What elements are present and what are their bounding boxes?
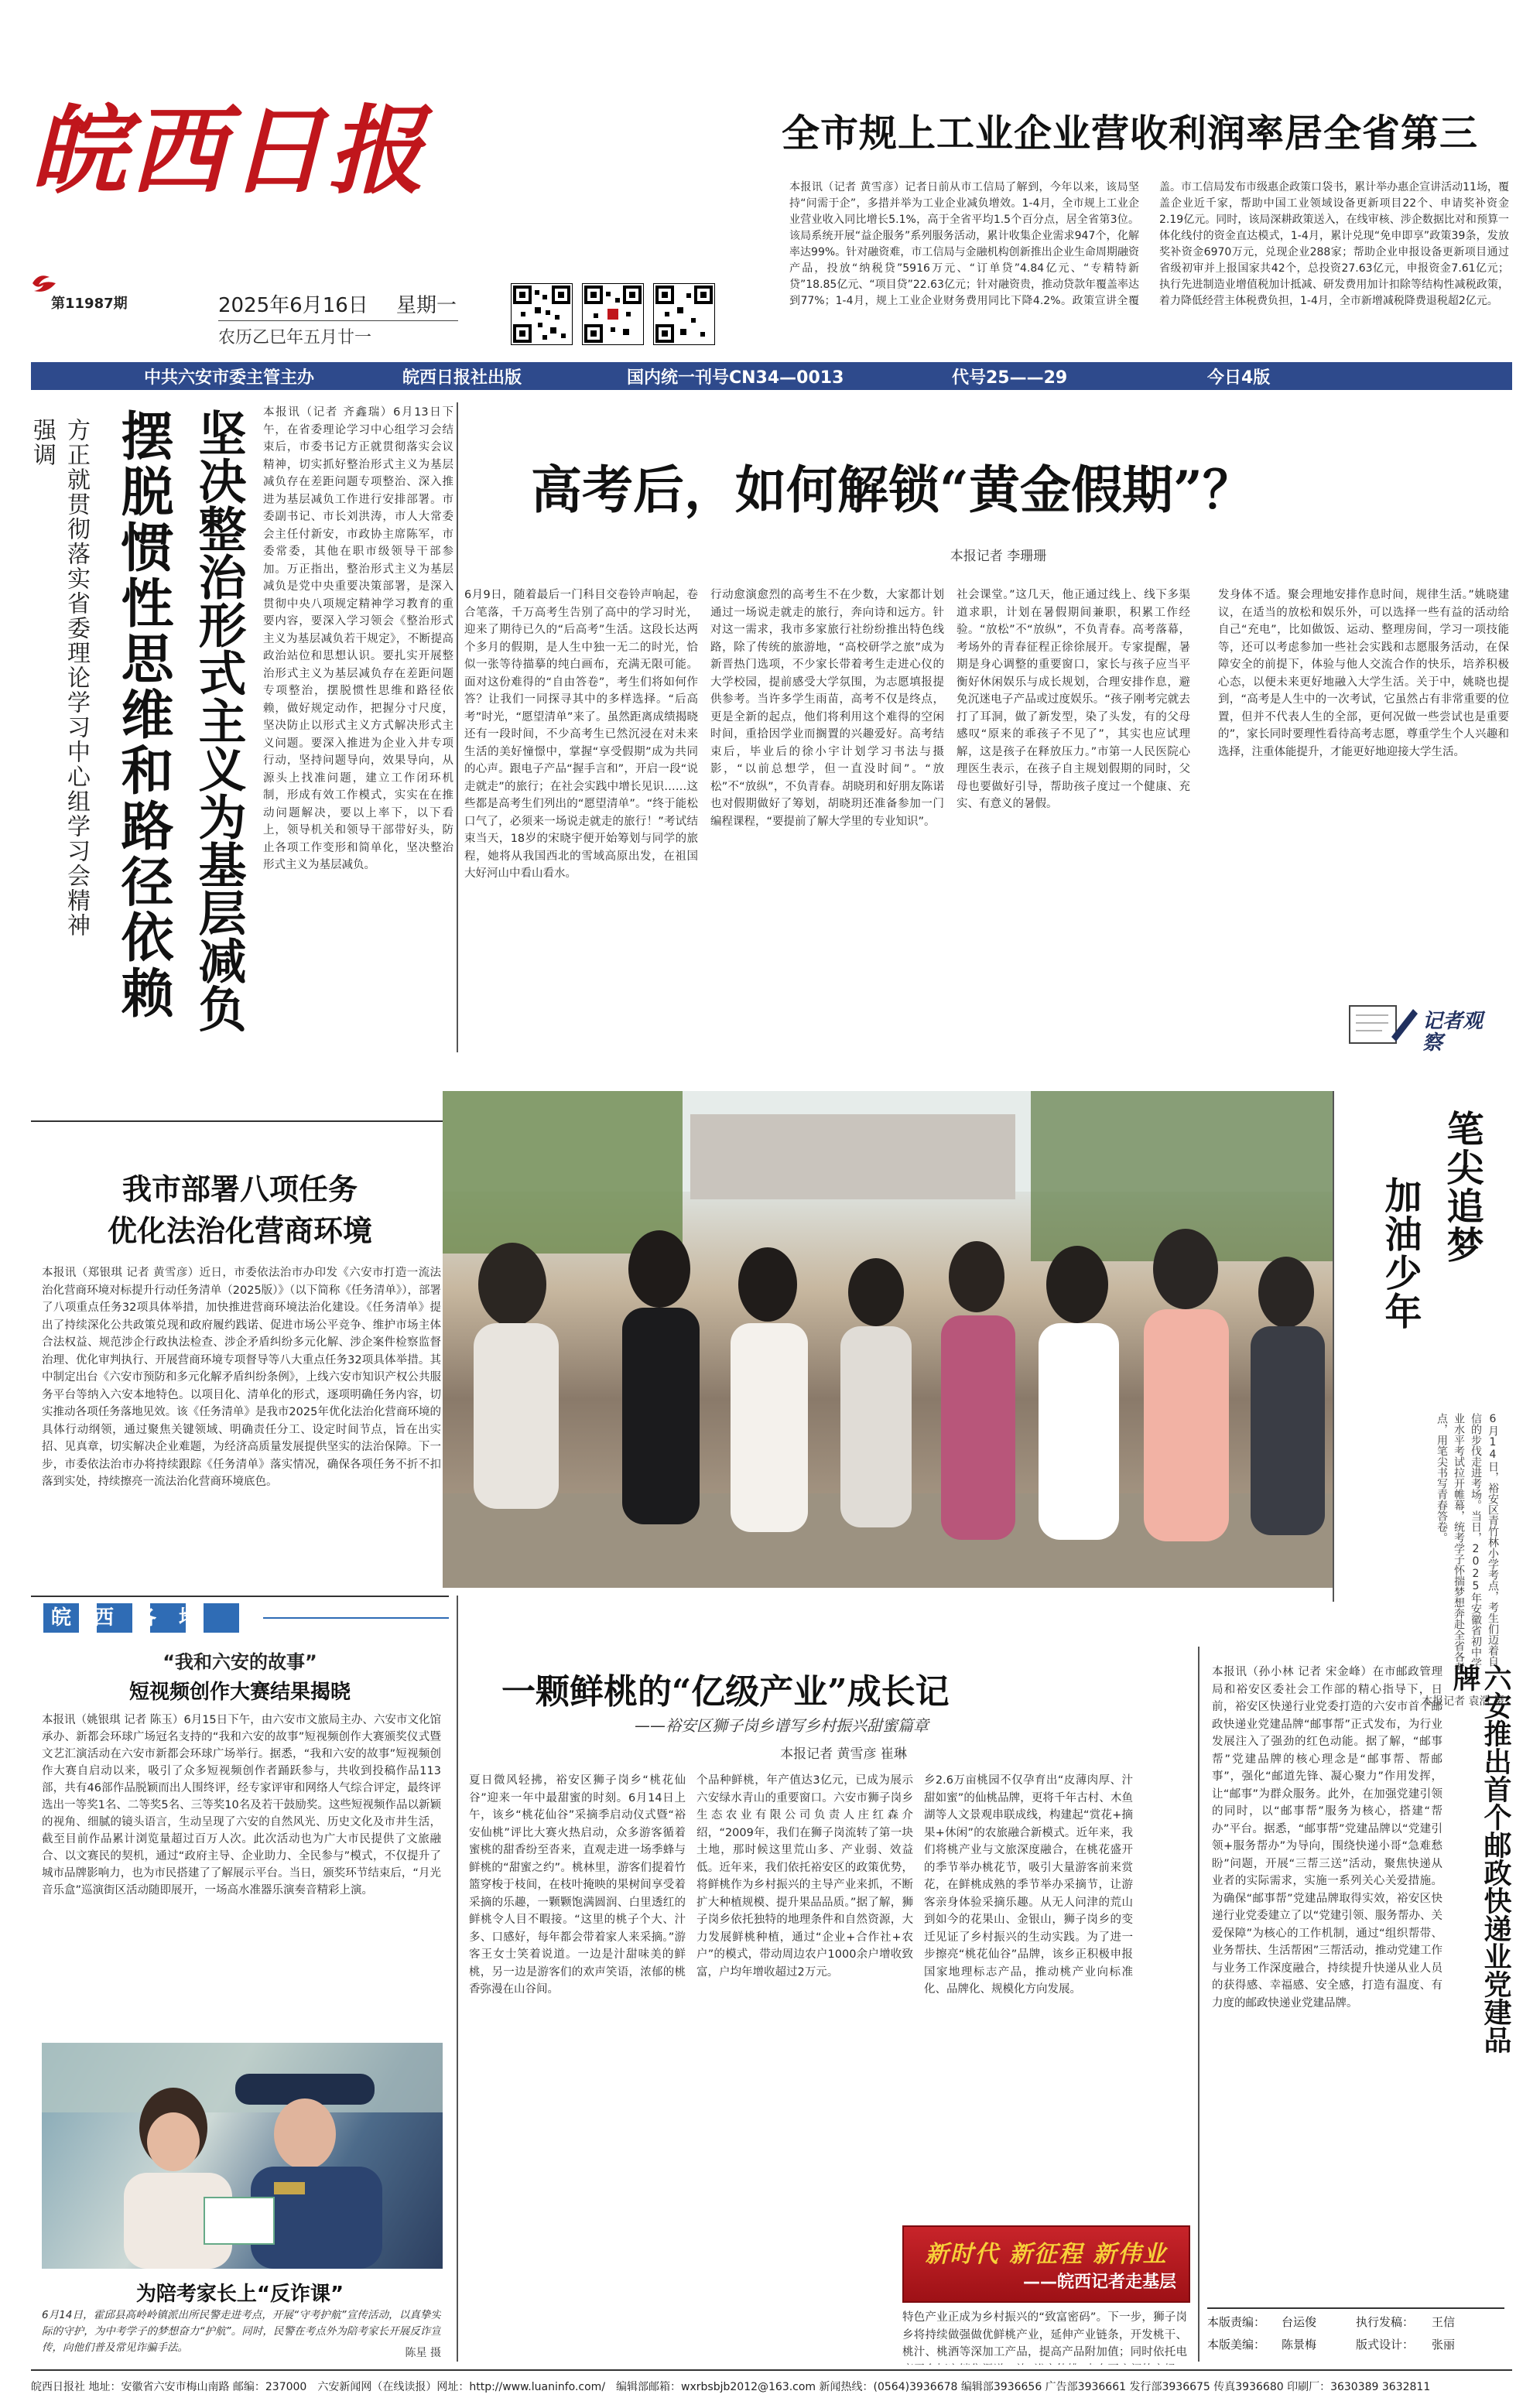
postal-body: 本报讯（孙小林 记者 宋金峰）在市邮政管理局和裕安区委社会工作部的精心指导下，日前，裕安区快递行业党委打造的六安市首个邮政快递业党建品牌“邮事帮”正式发布，为行业发展注入了强劲的红色动能。据了解，“邮事帮”党建品牌的核心理念是“邮事帮、帮邮事”，强化“邮道先锋、凝心聚力”作用发挥，让“邮事”为群众服务。此外，在加强党建引领的同时，以“邮事帮”服务为核心，搭建“帮办”平台。据悉，“邮事帮”党建品牌以“党建引领+服务帮办”为导向，围绕快递小哥“急难愁盼”问题，开展“三帮三送”活动，聚焦快递从业者的实际需求，实施一系列关心关爱措施。为确保“邮事帮”党建品牌取得实效，裕安区快递行业党委建立了以“党建引领、服务帮办、关爱保障”为核心的工作机制，通过“组织帮带、业务帮扶、生活帮困”三帮活动，推动党建工作与业务工作深度融合，持续提升快递从业人员的获得感、幸福感、安全感，打造有温度、有力度的邮政快递业党建品牌。	[1212, 1666, 1442, 2010]
qr-code-right	[653, 283, 715, 345]
photo-essay-title-line1: 笔尖追梦	[1440, 1110, 1484, 1264]
local-story2-title: 为陪考家长上“反诈课”	[135, 2283, 344, 2306]
lead-kicker: 方正就贯彻落实省委理论学习中心组学习会精神强调	[29, 418, 90, 938]
photo-essay-credit: 本报记者 袁浩 摄	[1422, 1695, 1504, 1708]
issue-number: 第11987期	[51, 296, 128, 312]
divider	[457, 402, 458, 1052]
editor-label: 本版责编：	[1207, 2315, 1266, 2329]
editor-name: 张丽	[1432, 2338, 1456, 2352]
postal-title: 六安推出首个邮政快递业党建品牌	[1449, 1664, 1511, 2054]
lead-title-line1: 坚决整治形式主义为基层减负	[190, 409, 247, 1032]
feature-title: 高考后，如何解锁“黄金假期”？	[531, 460, 1254, 520]
photo-essay-caption: 6月14日，裕安区青竹林小学考点，考生们迈着自信的步伐走进考场。当日，2025年安徽省初中学业水平考试拉开帷幕，统考学子怀揣梦想奔赴全省各考点，用笔尖书写青春答卷。	[1436, 1413, 1499, 1673]
police-photo	[42, 2043, 443, 2269]
banner-code: 代号25——29	[952, 368, 1068, 388]
peach-title: 一颗鲜桃的“亿级产业”成长记	[501, 1672, 950, 1712]
issue-date: 2025年6月16日	[218, 294, 368, 317]
editor-label: 执行发稿：	[1356, 2315, 1415, 2329]
feature-byline: 本报记者 李珊珊	[950, 549, 1047, 564]
divider	[1333, 1091, 1334, 1602]
divider	[457, 1596, 458, 2362]
local-story1-title: 短视频创作大赛结果揭晓	[128, 1681, 351, 1704]
banner-bar	[31, 362, 1512, 390]
feature-col1: 6月9日，随着最后一门科目交卷铃声响起，卷合笔落，千万高考生告别了高中的学习时光，迎来了期待已久的“后高考”生活。这段长达两个多月的假期，是人生中独一无二的时光，恰似一张等待描摹的纯白画布，充满无限可能。面对这份难得的“自由答卷”，考生们将如何作答？让我们一同探寻其中的多样选择。“后高考”时光，“愿望清单”来了。虽然距离成绩揭晓还有一段时间，不少高考生已然沉浸在对未来生活的美好憧憬中，掌握“享受假期”成为共同的心声。跟电子产品“握手言和”，开启一段“说走就走”的旅行；在社会实践中增长见识……这些都是高考生们列出的“愿望清单”。“终于能松口气了，必须来一场说走就走的旅行！”考试结束当天，18岁的宋晓宇便开始筹划与同学的旅程，她将从我国西北的雪域高原出发，在祖国大好河山中看山看水。	[464, 589, 698, 880]
peach-col3: 乡2.6万亩桃园不仅孕育出“皮薄肉厚、汁甜如蜜”的仙桃品牌，更将千年古村、木鱼湖等人文景观串联成线，构建起“赏花+摘果+休闲”的农旅融合新模式。近年来，我们将桃产业与文旅深度融合，在桃花盛开的季节举办桃花节，吸引大量游客前来赏花，在鲜桃成熟的季节举办采摘节，让游客亲身体验采摘乐趣。从无人问津的荒山到如今的花果山、金银山，狮子岗乡的变迁见证了乡村振兴的生动实践。为了进一步擦亮“桃花仙谷”品牌，该乡正积极申报国家地理标志产品，推动桃产业向标准化、品牌化、规模化方向发展。	[924, 1774, 1133, 1996]
business-title-line1: 我市部署八项任务	[121, 1172, 358, 1206]
peach-byline: 本报记者 黄雪彦 崔琳	[780, 1746, 907, 1762]
students-photo	[443, 1091, 1333, 1588]
divider	[31, 2369, 1512, 2371]
local-story2-body: 6月14日，霍邱县高岭岭镇派出所民警走进考点，开展“守考护航”宣传活动，以真挚实际的守护，为中考学子的梦想奋力“护航”。同时，民警在考点外为陪考家长开展反诈宣传，向他们普及常见诈骗手法。	[42, 2309, 441, 2354]
business-body: 本报讯（郑银琪 记者 黄雪彦）近日，市委依法治市办印发《六安市打造一流法治化营商环境对标提升行动任务清单（2025版）》（以下简称《任务清单》），部署了八项重点任务32项具体举措，加快推进营商环境法治化建设。《任务清单》提出了持续深化公共政策兑现和政府履约践诺、促进市场公平竞争、维护市场主体合法权益、规范涉企行政执法检查、涉企矛盾纠纷多元化解、涉企案件检察监督治理、优化审判执行、开展营商环境专项督导等八大重点任务32项具体举措。其中制定出台《六安市预防和多元化解矛盾纠纷条例》，上线六安市知识产权公共服务平台等纳入六安本地特色。以项目化、清单化的形式，逐项明确任务内容，切实推动各项任务落地见效。该《任务清单》是我市2025年优化法治化营商环境的具体行动纲领，通过聚焦关键领域、明确责任分工、设定时间节点，旨在出实招、见真章，切实解决企业难题，为经济高质量发展提供坚实的法治保障。下一步，市委依法治市办将持续跟踪《任务清单》落实情况，确保各项任务不折不扣落到实处，持续擦亮一流法治化营商环境底色。	[42, 1267, 441, 1488]
lunar-date: 农历乙巳年五月廿一	[218, 320, 458, 348]
banner-sponsor: 中共六安市委主管主办	[144, 368, 315, 388]
feature-tag: 记者观察	[1422, 1010, 1484, 1055]
peach-subtitle: ——裕安区狮子岗乡谱写乡村振兴甜蜜篇章	[635, 1716, 929, 1735]
local-section-rule	[263, 1617, 449, 1619]
editor-box	[1207, 2307, 1504, 2360]
local-section-label-text: 皖西各地	[43, 1603, 257, 1633]
qr-code-center	[582, 283, 644, 345]
top-headline: 全市规上工业企业营收利润率居全省第三	[782, 111, 1479, 156]
local-story2-credit: 陈星 摄	[405, 2347, 441, 2359]
divider	[1198, 1647, 1199, 2362]
banner-publisher: 皖西日报社出版	[402, 368, 522, 388]
editor-name: 台运俊	[1282, 2315, 1317, 2329]
logo-mark	[31, 272, 57, 294]
divider	[31, 1596, 449, 1597]
new-era-sub: ——皖西记者走基层	[1022, 2273, 1176, 2292]
feature-col2: 行动愈演愈烈的高考生不在少数，大家都计划通过一场说走就走的旅行，奔向诗和远方。针对这一需求，我市多家旅行社纷纷推出特色线路，除了传统的旅游地，“高校研学之旅”成为新晋热门选项，不少家长带着考生走进心仪的大学校园，提前感受大学氛围，为志愿填报提供参考。当许多学生雨苗，高考不仅是终点，更是全新的起点，他们将利用这个难得的空闲时间，重拾因学业而搁置的兴趣爱好。高考结束后，毕业后的徐小宇计划学习书法与摄影，“以前总想学，但一直没时间”。“放松”不“放纵”，不负青春。胡晓玥和好朋友陈诺也对假期做好了筹划，胡晓玥还准备参加一门编程课程，“要提前了解大学里的专业知识”。	[710, 589, 944, 828]
editor-label: 本版美编：	[1207, 2338, 1266, 2352]
banner-pages: 今日4版	[1207, 368, 1271, 388]
editor-name: 王信	[1432, 2315, 1456, 2329]
peach-col4: 特色产业正成为乡村振兴的“致富密码”。下一步，狮子岗乡将持续做强做优鲜桃产业，延伸产业链条，开发桃干、桃汁、桃酒等深加工产品，提高产品附加值；同时依托电	[902, 2311, 1187, 2358]
banner-cn: 国内统一刊号CN34—0013	[627, 368, 844, 388]
local-story1-kicker: “我和六安的故事”	[163, 1651, 317, 1673]
pen-icon	[1345, 998, 1419, 1049]
top-headline-body: 本报讯（记者 黄雪彦）记者日前从市工信局了解到，今年以来，该局坚持“问需于企”，多措并举为工业企业减负增效。1-4月，全市规上工业企业营业收入同比增长5.1%，高于全省平均1.5个百分点，居全省第3位。该局系统开展“益企服务”系列服务活动，累计收集企业需求947个，化解率达99%。针对融资难，市工信局与金融机构创新推出企业生命周期融资产品，投放“纳税贷”5916万元、“订单贷”4.84亿元、“专精特新贷”18.85亿元、“项目贷”22.63亿元；针对融资贵，推动贷款年覆盖率达到77%；1-4月，规上工业企业财务费用同比下降4.2%。政策宣讲全覆盖。市工信局发布市级惠企政策口袋书，累计举办惠企宣讲活动11场，覆盖企业近千家，帮助中国工业领域设备更新项目22个、申请奖补资金2.19亿元。同时，该局深耕政策送入，在线审核、涉企数据比对和预算一体化线付的资金直达模式，1-4月，累计兑现“免申即享”政策39条，发放奖补资金6970万元，兑现企业288家；帮助企业申报设备更新项目通过省级初审并上报国家共42个，总投资27.63亿元，申报资金7.61亿元；执行先进制造业增值税加计抵减、研发费用加计扣除等结构性减税政策，着力降低经营主体税费负担，1-4月，全市新增减税降费退税超2亿元。	[789, 181, 1509, 307]
lead-title-line2: 摆脱惯性思维和路径依赖	[112, 409, 173, 1021]
footer-text: 皖西日报社 地址：安徽省六安市梅山南路 邮编：237000 六安新闻网（在线读报）网址：http://www.luaninfo.com/ 编辑部邮箱：wxrbsbjb2012@163.com 新闻热线：(0564)3936678 编辑部3936656 广告部3936661 发行部3936675 传真3936680 印刷厂：3630389 3632811	[31, 2381, 1431, 2393]
photo-essay-title-line2: 加油少年	[1378, 1176, 1422, 1331]
editor-label: 版式设计：	[1356, 2338, 1415, 2352]
feature-col4: 发身体不适。聚会理地安排作息时间，规律生活。”姚晓建议，在适当的放松和娱乐外，可以选择一些有益的活动给自己“充电”，比如做饭、运动、整理房间，学习一项技能等，还可以考虑参加一些社会实践和志愿服务活动，在保障安全的前提下，体验与他人交流合作的快乐，培养积极心态，以便未来更好地融入大学生活。关于中，姚晓也提到，“高考是人生中的一次考试，它虽然占有非常重要的位置，但并不代表人生的全部，更何况做一些尝试也是重要的”，家长同时要理性看待高考志愿，尊重学生个人兴趣和选择，注重体能提升，才能更好地迎接大学生活。	[1218, 589, 1509, 758]
masthead-title: 皖西日报	[31, 95, 428, 207]
qr-code-left	[511, 283, 573, 345]
new-era-line: 新时代 新征程 新伟业	[925, 2241, 1168, 2268]
peach-col1: 夏日微风轻拂，裕安区狮子岗乡“桃花仙谷”迎来一年中最甜蜜的时刻。6月14日上午，该乡“桃花仙谷”采摘季启动仪式暨“裕安仙桃”评比大赛火热启动，众多游客循着蜜桃的甜香纷至沓来，直观走进一场季蜂与鲜桃的“甜蜜之约”。桃林里，游客们提着竹篮穿梭于枝间，在枝叶掩映的果树间享受着采摘的乐趣，一颗颗饱满圆润、白里透红的鲜桃令人目不暇接。“这里的桃子个大、汁多、口感好，每年都会带着家人来采摘。”游客王女士笑着说道。一边是汁甜味美的鲜桃，另一边是游客们的欢声笑语，浓郁的桃香弥漫在山谷间。	[469, 1774, 686, 1996]
local-story1-body: 本报讯（姚银琪 记者 陈玉）6月15日下午，由六安市文旅局主办、六安市文化馆承办、新都会环球广场冠名支持的“我和六安的故事”短视频创作大赛颁奖仪式暨文艺汇演活动在六安市新都会环球广场举行。据悉，“我和六安的故事”短视频创作大赛自启动以来，吸引了众多短视频创作者踊跃参与，共收到投稿作品113部，共有46部作品脱颖而出人围终评，经专家评审和网络人气综合评定，最终评选出一等奖1名、二等奖5名、三等奖10名及若干鼓励奖。这些短视频作品以新颖的视角、细腻的镜头语言，生动呈现了六安的自然风光、历史文化及市井生活，截至目前作品累计浏览量超过百万人次。此次活动也为广大市民提供了文旅融合、以文赛民的契机，通过“政府主导、企业助力、全民参与”模式，不仅提升了城市品牌影响力，也为市民搭建了了解展示平台。当日，颁奖环节结束后，“月光音乐盒”巡演街区活动随即展开，一场高水准器乐演奏音精彩上演。	[42, 1714, 441, 1897]
lead-body: 本报讯（记者 齐鑫瑞）6月13日下午，在省委理论学习中心组学习会结束后，市委书记方正就贯彻落实会议精神，切实抓好整治形式主义为基层减负存在差距问题专项整治、深入推进为基层减负工作进行安排部署。市委副书记、市长刘洪涛，市人大常委会主任付新安，市政协主席陈军，市委常委，其他在职市级领导干部参加。万正指出，整治形式主义为基层减负是党中央重要决策部署，是深入贯彻中央八项规定精神学习教育的重要内容，要深入学习领会《整治形式主义为基层减负若干规定》，不断提高政治站位和思想认识。要扎实开展整治形式主义为基层减负存在差距问题专项整治，摆脱惯性思维和路径依赖，做好规定动作，把握分寸尺度，坚决防止以形式主义方式解决形式主义问题。要深入推进为企业入井专项行动，坚持问题导向，效果导向，从源头上找准问题，建立工作闭环机制，形成有效工作模式，实实在在推动问题解决，要以上率下，以下看上，领导机关和领导干部带好头，防止各项工作变形和简单化，坚决整治形式主义为基层减负。	[263, 406, 453, 871]
divider	[31, 1120, 449, 1122]
peach-col2: 个品种鲜桃，年产值达3亿元，已成为展示六安绿水青山的重要窗口。六安市狮子岗乡生态农业有限公司负责人庄红森介绍，“2009年，我们在狮子岗流转了第一块土地，那时候这里荒山多、产业弱、效益低。近年来，我们依托裕安区的政策优势，将鲜桃作为乡村振兴的主导产业来抓，不断扩大种植规模、提升果品品质。”据了解，狮子岗乡依托独特的地理条件和自然资源，大力发展鲜桃种植，通过“企业+合作社+农户”的模式，带动周边农户1000余户增收致富，户均年增收超过2万元。	[696, 1774, 913, 1979]
issue-weekday: 星期一	[396, 294, 457, 317]
editor-name: 陈景梅	[1282, 2338, 1317, 2352]
business-title-line2: 优化法治化营商环境	[107, 1214, 372, 1248]
feature-col3: 社会课堂。”这几天，他正通过线上、线下多渠道求职，计划在暑假期间兼职，积累工作经验。“放松”不“放纵”，不负青春。高考落幕，考场外的青春征程正徐徐展开。专家提醒，暑期是身心调整的重要窗口，家长与孩子应当平衡好休闲娱乐与成长规划，合理安排作息，避免沉迷电子产品或过度娱乐。“孩子刚考完就去打了耳洞，做了新发型，染了头发，有的父母感叹“原来的乖孩子不见了”，其实也应试理解，这是孩子在释放压力。”市第一人民医院心理医生表示，在孩子自主规划假期的同时，父母也要做好引导，帮助孩子度过一个健康、充实、有意义的暑假。	[957, 589, 1190, 810]
